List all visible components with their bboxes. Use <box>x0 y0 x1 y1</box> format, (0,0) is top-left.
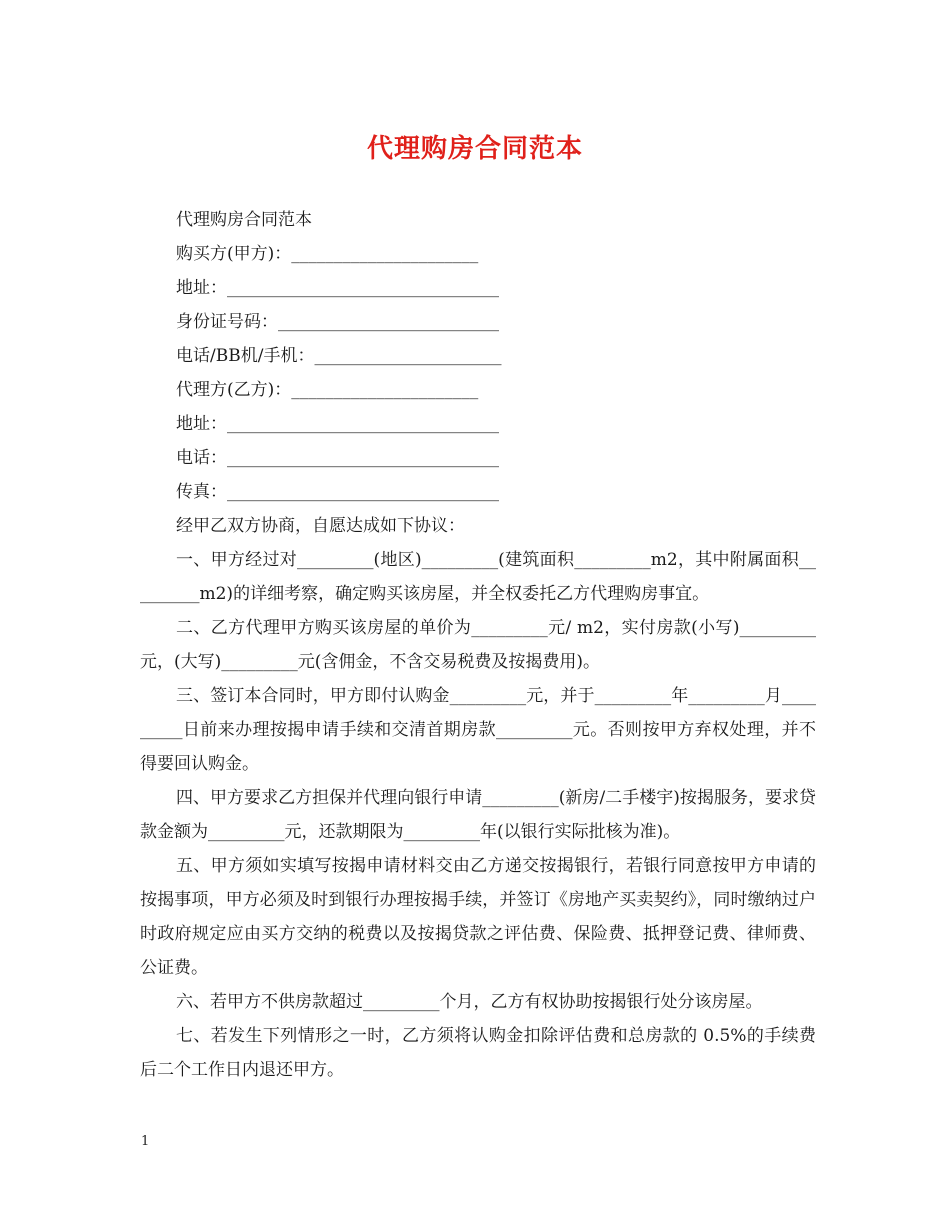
clause-5: 五、甲方须如实填写按揭申请材料交由乙方递交按揭银行，若银行同意按甲方申请的按揭事项，甲方必须及时到银行办理按揭手续，并签订《房地产买卖契约》，同时缴纳过户时政府规定应由买方交纳的税费以及按揭贷款之评估费、保险费、抵押登记费、律师费、公证费。 <box>140 856 816 978</box>
field-agent: 代理方(乙方)：______________________ <box>176 380 479 400</box>
field-buyer-address: 地址：________________________________ <box>176 278 499 298</box>
clause-1: 一、甲方经过对_________(地区)_________(建筑面积_________m2，其中附属面积_________m2)的详细考察，确定购买该房屋，并全权委托乙方代理购房事宜。 <box>140 550 816 604</box>
agreement-intro: 经甲乙双方协商，自愿达成如下协议： <box>176 516 465 536</box>
clause-4: 四、甲方要求乙方担保并代理向银行申请_________(新房/二手楼宇)按揭服务，要求贷款金额为_________元，还款期限为_________年(以银行实际批核为准)。 <box>140 788 816 842</box>
clause-3: 三、签订本合同时，甲方即付认购金_________元，并于_________年_________月_________日前来办理按揭申请手续和交清首期房款_________元。否则按甲方弃权处理，并不得要回认购金。 <box>140 686 816 774</box>
field-agent-phone: 电话：________________________________ <box>176 448 499 468</box>
field-id-number: 身份证号码：__________________________ <box>176 312 499 332</box>
document-body <box>140 203 816 1087</box>
document-title: 代理购房合同范本 <box>366 134 583 164</box>
clause-6: 六、若甲方不供房款超过_________个月，乙方有权协助按揭银行处分该房屋。 <box>176 992 763 1012</box>
field-buyer-phone: 电话/BB机/手机：______________________ <box>176 346 502 366</box>
document-subtitle: 代理购房合同范本 <box>176 210 312 230</box>
clause-7: 七、若发生下列情形之一时，乙方须将认购金扣除评估费和总房款的 0.5%的手续费后二个工作日内退还甲方。 <box>140 1026 816 1080</box>
field-agent-fax: 传真：________________________________ <box>176 482 499 502</box>
page-number: 1 <box>141 1134 150 1149</box>
clause-2: 二、乙方代理甲方购买该房屋的单价为_________元/ m2，实付房款(小写)_________元，(大写)_________元(含佣金，不含交易税费及按揭费用)。 <box>140 618 816 672</box>
field-buyer: 购买方(甲方)：______________________ <box>176 244 479 264</box>
field-agent-address: 地址：________________________________ <box>176 414 499 434</box>
